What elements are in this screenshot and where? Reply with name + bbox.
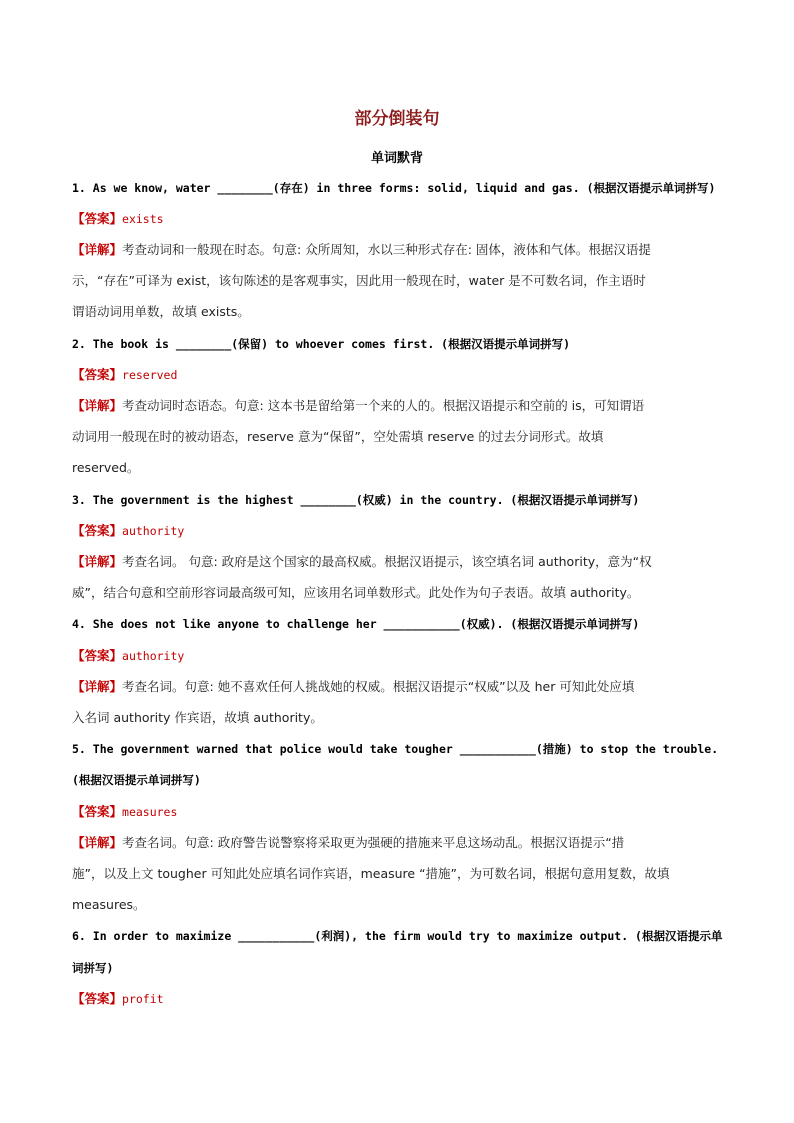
detail-label: 【详解】 bbox=[72, 398, 123, 413]
detail-5-text-2: 施”，以及上文 tougher 可知此处应填名词作宾语，measure “措施”，为可数名词，根据句意用复数，故填 bbox=[72, 866, 670, 881]
detail-4-text-1: 考查名词。句意: 她不喜欢任何人挑战她的权威。根据汉语提示“权威”以及 her 可知此处应填 bbox=[122, 679, 635, 694]
answer-label: 【答案】 bbox=[72, 367, 123, 382]
answer-4: authority bbox=[122, 649, 185, 663]
detail-2-line-1 bbox=[72, 396, 724, 416]
detail-4-line-1 bbox=[72, 677, 724, 697]
question-5-line-1: 5. The government warned that police would take tougher ___________(措施) to stop the trouble. bbox=[72, 742, 719, 756]
question-3: 3. The government is the highest ________(权威) in the country. (根据汉语提示单词拼写) bbox=[72, 493, 640, 507]
answer-4-line bbox=[72, 646, 724, 666]
page-title: 部分倒装句 bbox=[354, 109, 440, 129]
question-2: 2. The book is ________(保留) to whoever comes first. (根据汉语提示单词拼写) bbox=[72, 337, 571, 351]
detail-label: 【详解】 bbox=[72, 242, 123, 257]
answer-1: exists bbox=[122, 212, 164, 226]
detail-label: 【详解】 bbox=[72, 554, 123, 569]
detail-1-text-2: 示，“存在”可译为 exist，该句陈述的是客观事实，因此用一般现在时，water 是不可数名词，作主语时 bbox=[72, 273, 646, 288]
answer-3: authority bbox=[122, 524, 185, 538]
detail-5-line-1 bbox=[72, 833, 724, 853]
detail-3-text-1: 考查名词。 句意: 政府是这个国家的最高权威。根据汉语提示，该空填名词 authority，意为“权 bbox=[122, 554, 652, 569]
detail-5-text-3: measures。 bbox=[72, 897, 146, 912]
answer-1-line bbox=[72, 209, 724, 229]
answer-label: 【答案】 bbox=[72, 804, 123, 819]
detail-5-text-1: 考查名词。句意: 政府警告说警察将采取更为强硬的措施来平息这场动乱。根据汉语提示“措 bbox=[122, 835, 625, 850]
detail-4-text-2: 入名词 authority 作宾语，故填 authority。 bbox=[72, 710, 323, 725]
detail-2-text-2: 动词用一般现在时的被动语态，reserve 意为“保留”，空处需填 reserve 的过去分词形式。故填 bbox=[72, 429, 604, 444]
detail-1-text-1: 考查动词和一般现在时态。句意: 众所周知，水以三种形式存在: 固体，液体和气体。根据汉语提 bbox=[122, 242, 651, 257]
answer-label: 【答案】 bbox=[72, 648, 123, 663]
detail-3-line-1 bbox=[72, 552, 724, 572]
question-4: 4. She does not like anyone to challenge her ___________(权威). (根据汉语提示单词拼写) bbox=[72, 617, 640, 631]
answer-6-line bbox=[72, 989, 724, 1009]
answer-2-line bbox=[72, 365, 724, 385]
answer-label: 【答案】 bbox=[72, 211, 123, 226]
answer-6: profit bbox=[122, 992, 164, 1006]
question-1: 1. As we know, water ________(存在) in three forms: solid, liquid and gas. (根据汉语提示单词拼写) bbox=[72, 181, 716, 195]
answer-label: 【答案】 bbox=[72, 523, 123, 538]
answer-label: 【答案】 bbox=[72, 991, 123, 1006]
detail-1-text-3: 谓语动词用单数，故填 exists。 bbox=[72, 304, 250, 319]
detail-1-line-1 bbox=[72, 240, 724, 260]
detail-label: 【详解】 bbox=[72, 679, 123, 694]
detail-2-text-3: reserved。 bbox=[72, 460, 140, 475]
answer-5-line bbox=[72, 802, 724, 822]
answer-5: measures bbox=[122, 805, 178, 819]
answer-2: reserved bbox=[122, 368, 178, 382]
question-5-line-2: (根据汉语提示单词拼写) bbox=[72, 773, 201, 787]
detail-3-text-2: 威”，结合句意和空前形容词最高级可知，应该用名词单数形式。此处作为句子表语。故填 authority。 bbox=[72, 585, 640, 600]
section-subtitle: 单词默背 bbox=[370, 151, 423, 166]
detail-label: 【详解】 bbox=[72, 835, 123, 850]
detail-2-text-1: 考查动词时态语态。句意: 这本书是留给第一个来的人的。根据汉语提示和空前的 is，可知谓语 bbox=[122, 398, 645, 413]
question-6-line-1: 6. In order to maximize ___________(利润), the firm would try to maximize output. (根据汉语提示单 bbox=[72, 929, 723, 943]
answer-3-line bbox=[72, 521, 724, 541]
question-6-line-2: 词拼写) bbox=[72, 961, 114, 975]
